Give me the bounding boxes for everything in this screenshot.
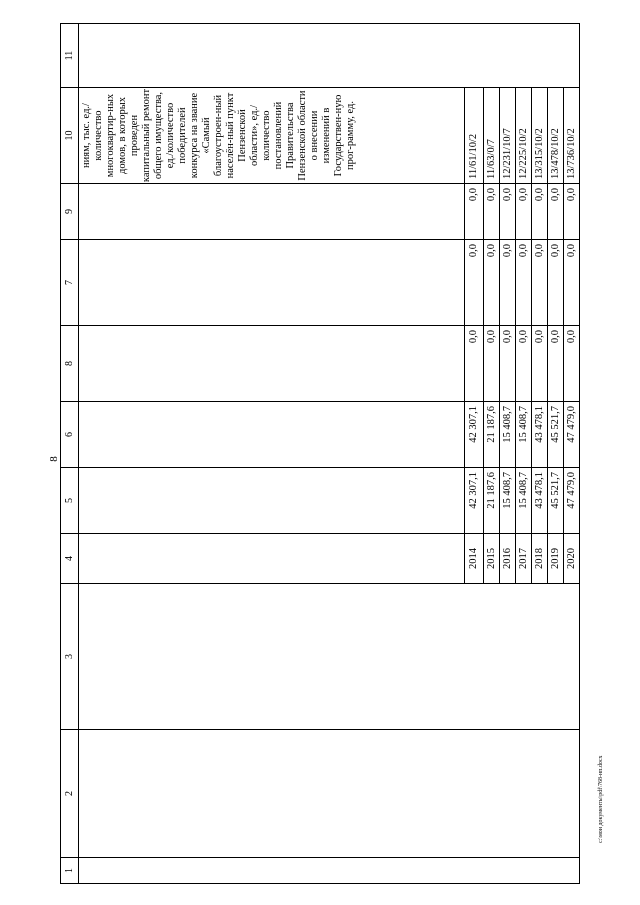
table-cell: 0,0 (564, 326, 580, 402)
table-cell: 11/61/10/2 (465, 88, 484, 184)
table-cell: 45 521,7 (548, 402, 564, 468)
table-cell: 0,0 (484, 240, 500, 326)
table-cell (79, 184, 465, 240)
header-row (61, 24, 79, 884)
table-cell: 0,0 (465, 184, 484, 240)
table-cell: 42 307,1 (465, 468, 484, 534)
header-cell: 2 (61, 730, 79, 858)
description-row (79, 24, 465, 884)
table-cell: 0,0 (516, 184, 532, 240)
table-cell: 15 408,7 (516, 468, 532, 534)
table-wrapper (60, 24, 577, 884)
table-cell: 21 187,6 (484, 402, 500, 468)
table-cell: 2020 (564, 534, 580, 584)
table-cell: 2015 (484, 534, 500, 584)
table-cell: 0,0 (548, 240, 564, 326)
table-cell (79, 24, 580, 88)
table-cell: 0,0 (500, 240, 516, 326)
table-cell: 42 307,1 (465, 402, 484, 468)
table-cell: 15 408,7 (516, 402, 532, 468)
table-cell: 12/225/10/2 (516, 88, 532, 184)
table-cell: 0,0 (465, 240, 484, 326)
table-cell: 43 478,1 (532, 402, 548, 468)
table-cell: 0,0 (500, 326, 516, 402)
table-cell: 0,0 (564, 240, 580, 326)
table-cell: 0,0 (500, 184, 516, 240)
table-cell: 11/63/0/7 (484, 88, 500, 184)
table-cell: 2014 (465, 534, 484, 584)
table-cell: 0,0 (532, 240, 548, 326)
header-cell: 3 (61, 584, 79, 730)
table-cell: 15 408,7 (500, 402, 516, 468)
table-cell: 0,0 (465, 326, 484, 402)
header-cell: 9 (61, 184, 79, 240)
table-cell (79, 534, 465, 584)
table-cell: 13/315/10/2 (532, 88, 548, 184)
footer-path-container (596, 725, 606, 845)
table-cell: 13/736/10/2 (564, 88, 580, 184)
table-cell: 15 408,7 (500, 468, 516, 534)
table-cell (79, 858, 580, 884)
header-cell: 8 (61, 326, 79, 402)
header-cell: 4 (61, 534, 79, 584)
table-cell: 0,0 (532, 184, 548, 240)
table-cell: 43 478,1 (532, 468, 548, 534)
rotated-table-container (60, 24, 577, 884)
table-cell: 0,0 (516, 326, 532, 402)
footer-path: c:\мои документы\pdf\768-нп.docx (598, 755, 604, 843)
table-cell: 2018 (532, 534, 548, 584)
table-cell: 13/478/10/2 (548, 88, 564, 184)
table-cell: 0,0 (564, 184, 580, 240)
header-cell: 6 (61, 402, 79, 468)
table-cell: 45 521,7 (548, 468, 564, 534)
header-cell: 1 (61, 858, 79, 884)
table-cell: 0,0 (548, 326, 564, 402)
table-cell: 47 479,0 (564, 468, 580, 534)
table-cell (79, 468, 465, 534)
table-cell (79, 402, 465, 468)
program-table (60, 23, 580, 884)
header-cell: 7 (61, 240, 79, 326)
table-cell: 21 187,6 (484, 468, 500, 534)
indicator-description: ниям, тыс. ед./количество многоквартир-ных домов, в которых проведен капитальный ремонт общего имущества, ед./количество победителей конкурса на звание «Самый благоустроен-ный населён-ный пункт Пензенской области», ед./количество постановлений Правительства Пензенской области о внесении изменений в Государствен-ную прог-рамму, ед. (79, 88, 465, 184)
header-cell: 5 (61, 468, 79, 534)
table-cell: 0,0 (484, 184, 500, 240)
table-cell: 2019 (548, 534, 564, 584)
table-cell: 0,0 (532, 326, 548, 402)
page-number: 8 (48, 456, 60, 462)
table-cell: 0,0 (516, 240, 532, 326)
table-cell: 47 479,0 (564, 402, 580, 468)
table-cell (79, 326, 465, 402)
table-cell: 0,0 (548, 184, 564, 240)
table-cell: 2016 (500, 534, 516, 584)
table-cell: 2017 (516, 534, 532, 584)
table-cell (79, 584, 580, 730)
table-cell (79, 240, 465, 326)
table-cell (79, 730, 580, 858)
header-cell: 10 (61, 88, 79, 184)
header-cell: 11 (61, 24, 79, 88)
table-cell: 12/231/10/7 (500, 88, 516, 184)
table-cell: 0,0 (484, 326, 500, 402)
